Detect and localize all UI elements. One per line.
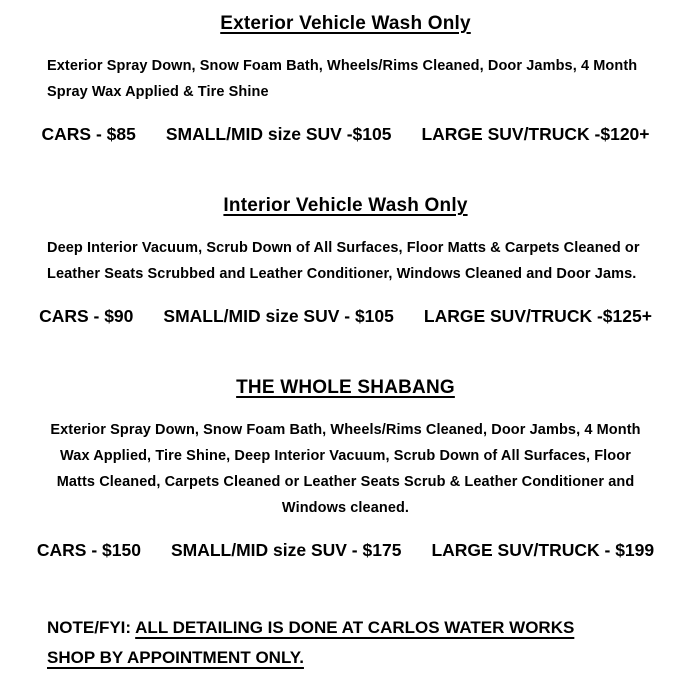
section-interior-wash (39, 194, 652, 328)
exterior-price-suv: SMALL/MID size SUV -$105 (165, 124, 392, 144)
interior-price-cars: CARS - $90 (39, 306, 134, 326)
exterior-wash-description: Exterior Spray Down, Snow Foam Bath, Wheels/Rims Cleaned, Door Jambs, 4 Month Spray Wax Applied & Tire Shine (47, 58, 638, 100)
interior-wash-title: Interior Vehicle Wash Only (223, 195, 468, 216)
note-prefix: NOTE/FYI: (47, 618, 136, 637)
interior-price-truck: LARGE SUV/TRUCK -$125+ (423, 306, 652, 326)
interior-wash-price-row (39, 304, 652, 328)
whole-shabang-description: Exterior Spray Down, Snow Foam Bath, Wheels/Rims Cleaned, Door Jambs, 4 Month Wax Applied, Tire Shine, Deep Interior Vacuum, Scrub Down of All Surfaces, Floor Matts Cleaned, Carpets Cleaned or Leather Seats Scrub & Leather Conditioner and Windows cleaned. (50, 422, 641, 516)
appointment-note (47, 613, 622, 673)
shabang-price-suv: SMALL/MID size SUV - $175 (170, 540, 402, 560)
whole-shabang-title: THE WHOLE SHABANG (236, 377, 455, 398)
note-underlined-text: ALL DETAILING IS DONE AT CARLOS WATER WORKS SHOP BY APPOINTMENT ONLY. (47, 618, 575, 667)
interior-wash-description: Deep Interior Vacuum, Scrub Down of All Surfaces, Floor Matts & Carpets Cleaned or Leather Seats Scrubbed and Leather Conditioner, Windows Cleaned and Door Jams. (47, 240, 640, 282)
whole-shabang-price-row (36, 538, 655, 562)
exterior-price-truck: LARGE SUV/TRUCK -$120+ (421, 124, 650, 144)
exterior-price-cars: CARS - $85 (41, 124, 136, 144)
interior-price-suv: SMALL/MID size SUV - $105 (163, 306, 394, 326)
section-exterior-wash (41, 12, 650, 146)
exterior-wash-price-row (41, 122, 650, 146)
shabang-price-truck: LARGE SUV/TRUCK - $199 (431, 540, 655, 560)
shabang-price-cars: CARS - $150 (36, 540, 141, 560)
section-whole-shabang (36, 376, 655, 562)
exterior-wash-title: Exterior Vehicle Wash Only (220, 13, 471, 34)
